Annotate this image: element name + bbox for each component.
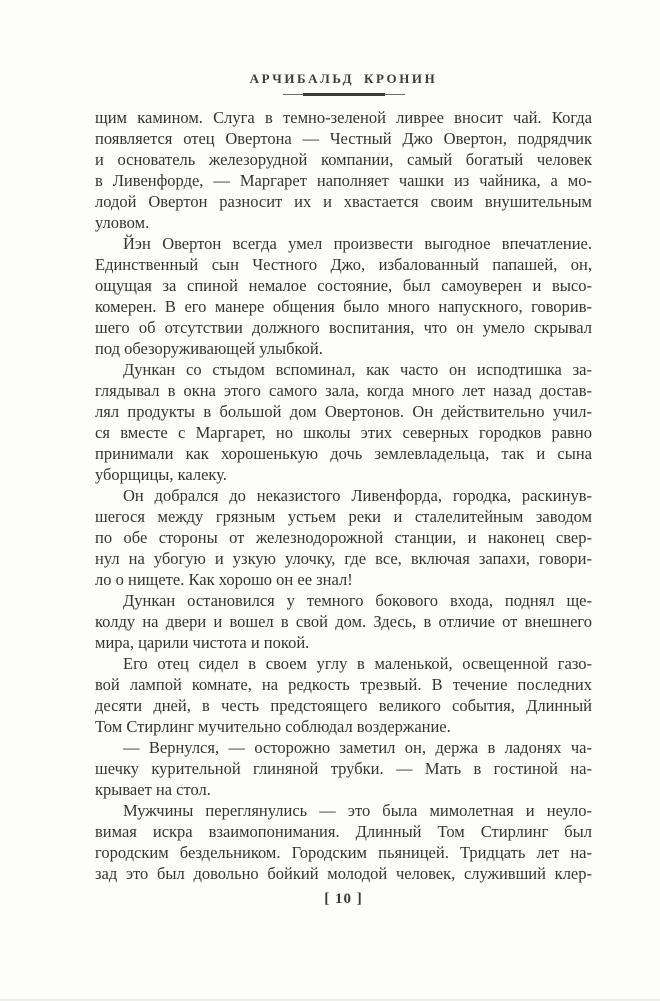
- page-number: [ 10 ]: [324, 891, 363, 907]
- paragraph: [95, 737, 592, 800]
- text-line: Том Стирлинг мучительно соблюдал воздержание.: [95, 717, 451, 736]
- text-line: Дункан остановился у темного бокового входа, поднял ще-: [123, 591, 592, 610]
- paragraph: [95, 485, 592, 590]
- text-line: Дункан со стыдом вспоминал, как часто он исподтишка за-: [123, 360, 592, 379]
- text-line: лял продукты в большой дом Овертонов. Он действительно учил-: [95, 402, 592, 421]
- text-line: зад это был довольно бойкий молодой человек, служивший клер-: [95, 864, 592, 883]
- text-line: шечку курительной глиняной трубки. — Мать в гостиной на-: [95, 759, 592, 778]
- text-line: городским бездельником. Городским пьяницей. Тридцать лет на-: [95, 843, 592, 862]
- page-content: [95, 0, 592, 884]
- text-line: в Ливенфорде, — Маргарет наполняет чашки из чайника, а мо-: [95, 171, 592, 190]
- text-line: глядывал в окна этого самого зала, когда много лет назад достав-: [95, 381, 592, 400]
- text-line: уловом.: [95, 213, 150, 232]
- text-line: Его отец сидел в своем углу в маленькой, освещенной газо-: [123, 654, 592, 673]
- text-line: по обе стороны от железнодорожной станции, и наконец свер-: [95, 528, 592, 547]
- text-line: Он добрался до неказистого Ливенфорда, городка, раскинув-: [123, 486, 592, 505]
- text-line: принимали как хорошенькую дочь землевладельца, так и сына: [95, 444, 592, 463]
- text-line: Единственный сын Честного Джо, избалованный папашей, он,: [95, 255, 592, 274]
- text-line: и основатель железорудной компании, самый богатый человек: [95, 150, 592, 169]
- text-line: появляется отец Овертона — Честный Джо Овертон, подрядчик: [95, 129, 592, 148]
- text-line: колду на двери и вошел в свой дом. Здесь, в отличие от внешнего: [95, 612, 592, 631]
- text-line: шегося между грязным устьем реки и сталелитейным заводом: [95, 507, 592, 526]
- text-line: лодой Овертон разносит их и хвастается своим внушительным: [95, 192, 592, 211]
- paragraph: [95, 107, 592, 233]
- text-line: Мужчины переглянулись — это была мимолетная и неуло-: [123, 801, 592, 820]
- page-text: [95, 107, 592, 884]
- paragraph: [95, 800, 592, 884]
- paragraph: [95, 233, 592, 359]
- text-line: вой лампой комнате, на редкость трезвый. В течение последних: [95, 675, 592, 694]
- text-line: щим камином. Слуга в темно-зеленой ливрее вносит чай. Когда: [95, 108, 592, 127]
- paragraph: [95, 359, 592, 485]
- header-divider-rule: [283, 93, 405, 96]
- text-line: вимая искра взаимопонимания. Длинный Том Стирлинг был: [95, 822, 592, 841]
- text-line: комерен. В его манере общения было много напускного, говорив-: [95, 297, 592, 316]
- text-line: под обезоруживающей улыбкой.: [95, 339, 323, 358]
- text-line: ло о нищете. Как хорошо он ее знал!: [95, 570, 353, 589]
- text-line: десяти дней, в честь предстоящего великого события, Длинный: [95, 696, 592, 715]
- text-line: нул на убогую и узкую улочку, где все, включая запахи, говори-: [95, 549, 592, 568]
- running-header-title: АРЧИБАЛЬД КРОНИН: [249, 71, 438, 86]
- divider-thin-line-right: [385, 94, 405, 95]
- text-line: Йэн Овертон всегда умел произвести выгодное впечатление.: [123, 234, 592, 253]
- text-line: — Вернулся, — осторожно заметил он, держа в ладонях ча-: [123, 738, 592, 757]
- text-line: крывает на стол.: [95, 780, 211, 799]
- text-line: мира, царили чистота и покой.: [95, 633, 310, 652]
- text-line: ся вместе с Маргарет, но школы этих северных городков равно: [95, 423, 592, 442]
- text-line: уборщицы, калеку.: [95, 465, 227, 484]
- text-line: ощущая за спиной немалое состояние, был самоуверен и высо-: [95, 276, 592, 295]
- divider-thin-line-left: [283, 94, 303, 95]
- paragraph: [95, 653, 592, 737]
- paragraph: [95, 590, 592, 653]
- divider-thick-bar: [303, 93, 385, 96]
- text-line: шего об отсутствии должного воспитания, что он умело скрывал: [95, 318, 592, 337]
